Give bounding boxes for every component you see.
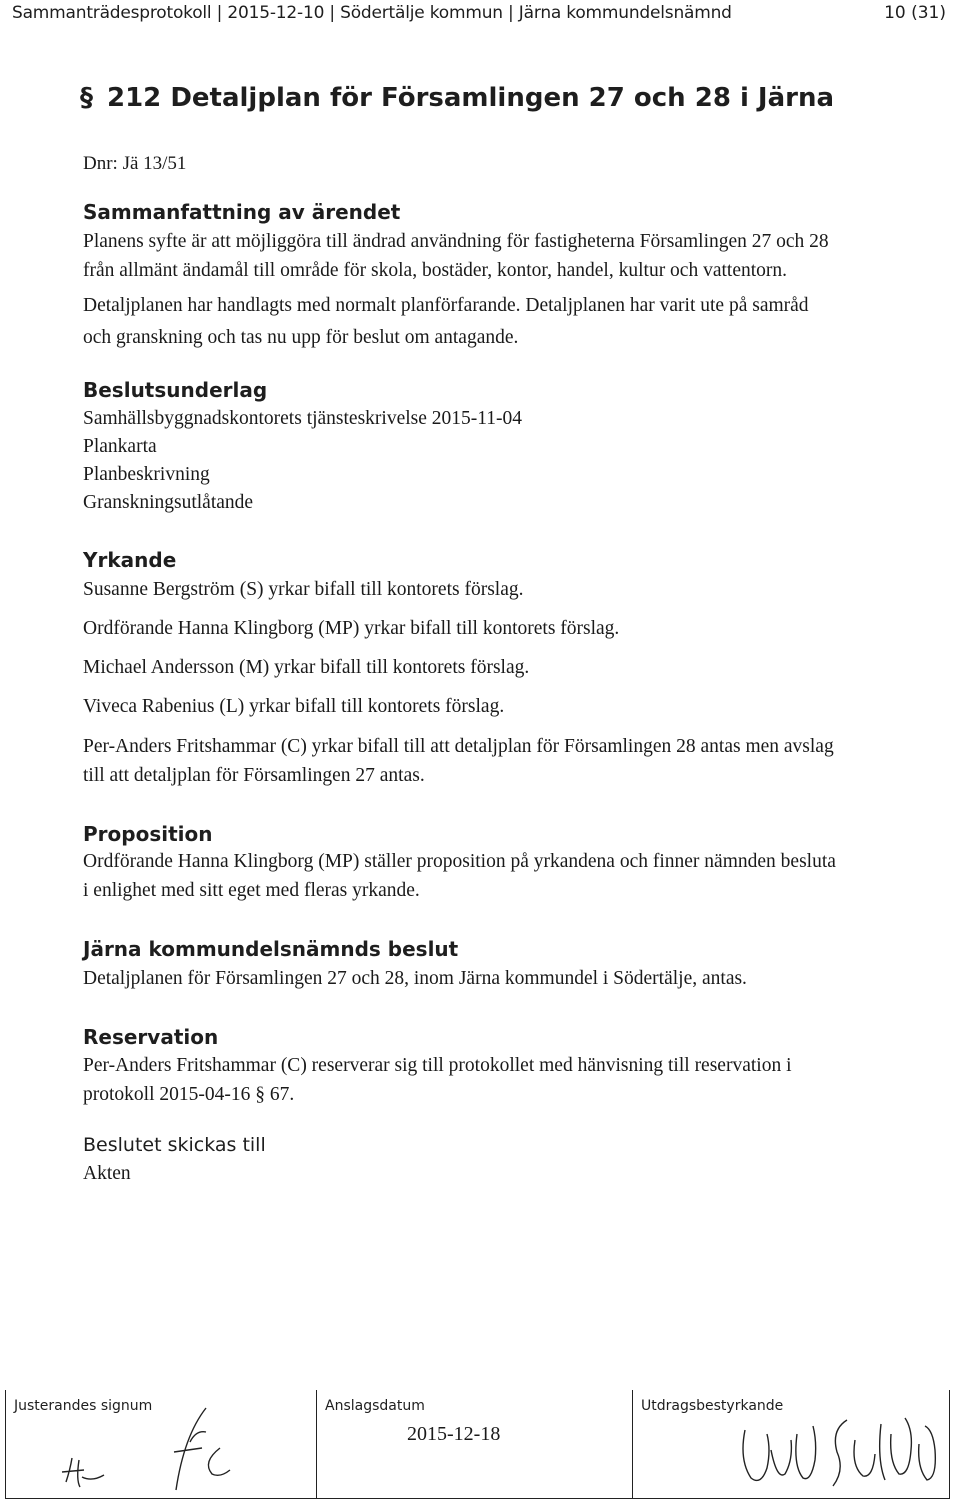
utdrag-box xyxy=(632,1390,950,1499)
beslut-text: Detaljplanen för Församlingen 27 och 28, inom Järna kommundel i Södertälje, antas. xyxy=(83,968,747,989)
page-number: 10 (31) xyxy=(884,3,946,23)
section-symbol: § xyxy=(80,83,93,113)
anslagsdatum-value: 2015-12-18 xyxy=(407,1423,501,1445)
justerande-signature-image xyxy=(6,1390,317,1498)
yrkande-item: Susanne Bergström (S) yrkar bifall till kontorets förslag. xyxy=(83,579,524,600)
recipient: Akten xyxy=(83,1163,131,1184)
proposition-line-1: Ordförande Hanna Klingborg (MP) ställer proposition på yrkandena och finner nämnden besluta xyxy=(83,851,836,872)
diary-number: Dnr: Jä 13/51 xyxy=(83,153,187,174)
heading-reservation: Reservation xyxy=(83,1025,219,1049)
reservation-line-1: Per-Anders Fritshammar (C) reserverar sig till protokollet med hänvisning till reservation i xyxy=(83,1055,792,1076)
heading-skickas: Beslutet skickas till xyxy=(83,1134,266,1156)
reservation-line-2: protokoll 2015-04-16 § 67. xyxy=(83,1084,295,1105)
yrkande-item: Michael Andersson (M) yrkar bifall till kontorets förslag. xyxy=(83,657,530,678)
underlag-item: Plankarta xyxy=(83,436,157,457)
sammanfattning-line-1: Planens syfte är att möjliggöra till ändrad användning för fastigheterna Församlingen 27 och 28 xyxy=(83,231,829,252)
yrkande-item: Per-Anders Fritshammar (C) yrkar bifall till att detaljplan för Församlingen 28 antas men avslag xyxy=(83,736,834,757)
heading-yrkande: Yrkande xyxy=(83,548,177,572)
justerandes-label: Justerandes signum xyxy=(14,1398,153,1414)
anslagsdatum-box xyxy=(316,1390,633,1499)
proposition-line-2: i enlighet med sitt eget med fleras yrkande. xyxy=(83,880,420,901)
underlag-item: Granskningsutlåtande xyxy=(83,492,254,513)
yrkande-item: Ordförande Hanna Klingborg (MP) yrkar bifall till kontorets förslag. xyxy=(83,618,620,639)
yrkande-item: Viveca Rabenius (L) yrkar bifall till kontorets förslag. xyxy=(83,696,505,717)
signature-footer xyxy=(5,1390,955,1498)
sammanfattning-line-3: Detaljplanen har handlagts med normalt planförfarande. Detaljplanen har varit ute på samråd xyxy=(83,295,809,316)
underlag-item: Planbeskrivning xyxy=(83,464,210,485)
heading-sammanfattning: Sammanfattning av ärendet xyxy=(83,200,401,224)
section-title xyxy=(80,83,834,113)
running-header: Sammanträdesprotokoll | 2015-12-10 | Södertälje kommun | Järna kommundelsnämnd xyxy=(12,3,732,23)
heading-beslut: Järna kommundelsnämnds beslut xyxy=(83,937,459,961)
underlag-item: Samhällsbyggnadskontorets tjänsteskrivelse 2015-11-04 xyxy=(83,408,523,429)
anslagsdatum-label: Anslagsdatum xyxy=(325,1398,425,1414)
utdrag-signature-image xyxy=(633,1390,949,1498)
sammanfattning-line-4: och granskning och tas nu upp för beslut om antagande. xyxy=(83,327,519,348)
section-title-text: 212 Detaljplan för Församlingen 27 och 28 i Järna xyxy=(107,83,835,113)
heading-beslutsunderlag: Beslutsunderlag xyxy=(83,378,268,402)
sammanfattning-line-2: från allmänt ändamål till område för skola, bostäder, kontor, handel, kultur och vattentorn. xyxy=(83,260,788,281)
utdrag-label: Utdragsbestyrkande xyxy=(641,1398,784,1414)
yrkande-item: till att detaljplan för Församlingen 27 antas. xyxy=(83,765,425,786)
justerandes-box xyxy=(5,1390,317,1499)
heading-proposition: Proposition xyxy=(83,822,213,846)
